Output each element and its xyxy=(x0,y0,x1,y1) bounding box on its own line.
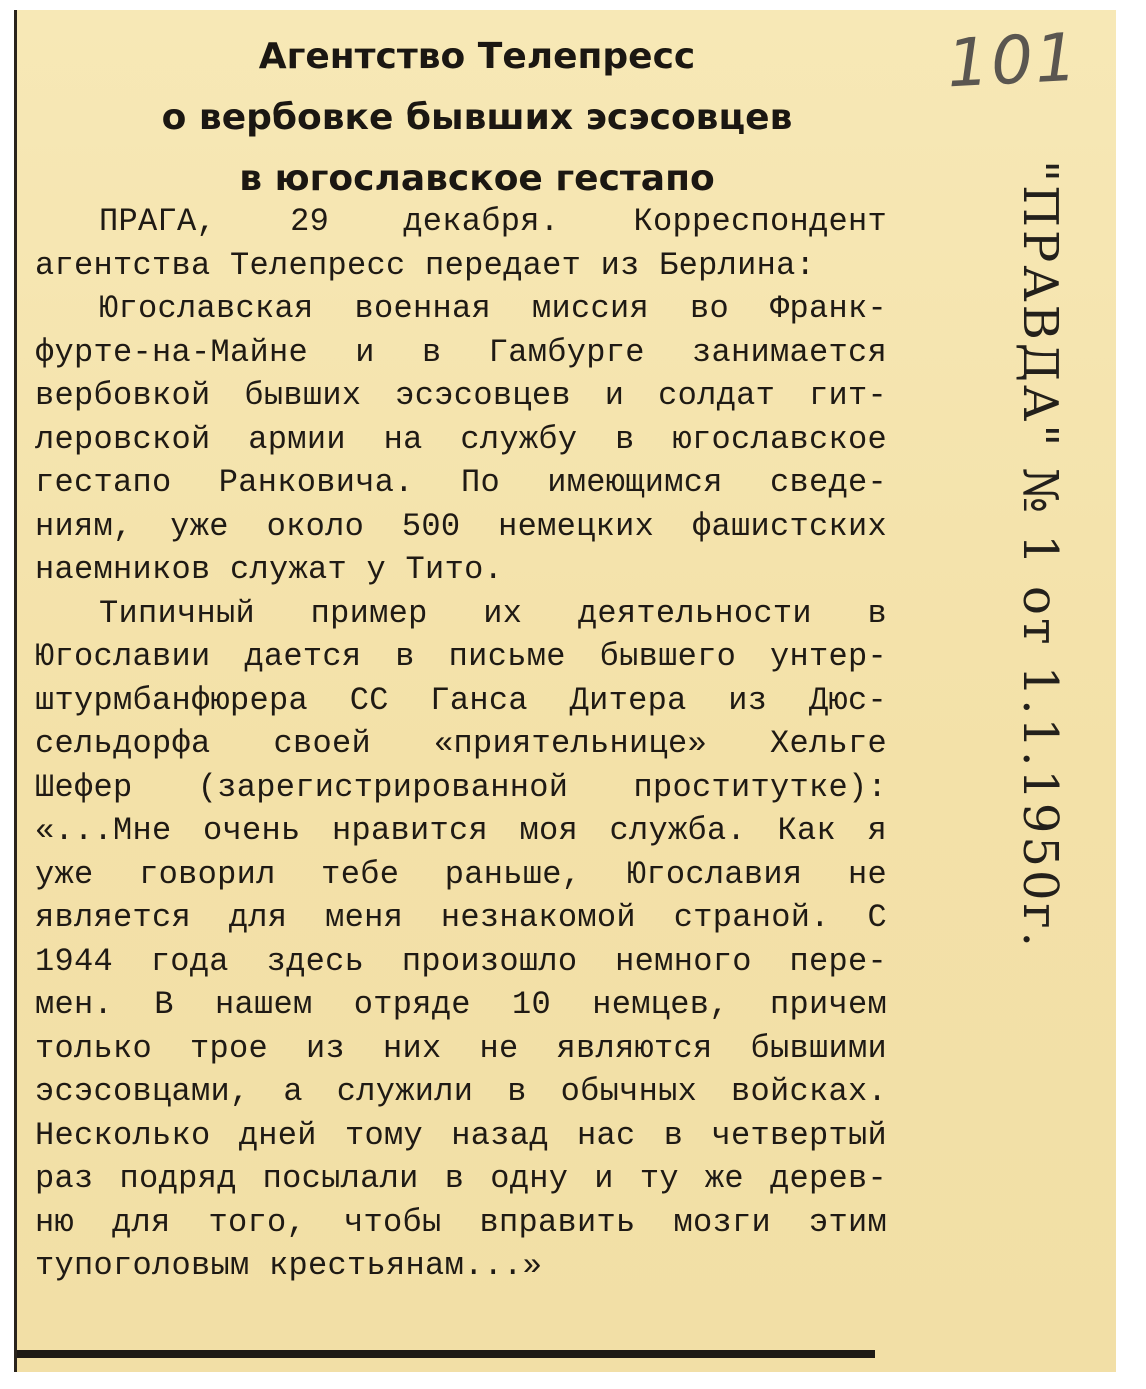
text-line: ниям, уже около 500 немецких фашистских xyxy=(35,507,887,545)
paragraph-letter xyxy=(35,592,887,1288)
text-line: сельдорфа своей «приятельнице» Хельге xyxy=(35,725,887,762)
article-body xyxy=(35,200,887,1288)
text-line: вербовкой бывших эсэсовцев и солдат гит- xyxy=(35,377,887,414)
text-line: Типичный пример их деятельности в xyxy=(99,594,887,632)
text-line: агентства Телепресс передает из Берлина: xyxy=(35,246,816,284)
text-line: фурте-на-Майне и в Гамбурге занимается xyxy=(35,333,887,371)
text-line: «...Мне очень нравится моя служба. Как я xyxy=(35,812,887,849)
text-line: ню для того, чтобы вправить мозги этим xyxy=(35,1203,887,1241)
text-line: леровской армии на службу в югославское xyxy=(35,420,887,458)
text-line: Югославская военная миссия во Франк- xyxy=(99,290,887,327)
text-line: Югославии дается в письме бывшего унтер- xyxy=(35,638,887,675)
text-line: ПРАГА, 29 декабря. Корреспондент xyxy=(99,203,887,240)
text-line: штурмбанфюрера СС Ганса Дитера из Дюс- xyxy=(35,681,887,719)
text-line: только трое из них не являются бывшими xyxy=(35,1029,887,1067)
text-line: является для меня незнакомой страной. С xyxy=(35,899,887,936)
source-stamp xyxy=(1012,160,1068,1210)
headline-line-3: в югославское гестапо xyxy=(239,158,715,199)
headline-line-1: Агентство Телепресс xyxy=(258,36,696,77)
text-line: тупоголовым крестьянам...» xyxy=(35,1247,543,1284)
text-line: Несколько дней тому назад нас в четвертый xyxy=(35,1116,887,1154)
text-line: наемников служат у Тито. xyxy=(35,551,504,588)
paragraph-mission xyxy=(35,287,887,592)
text-line: раз подряд посылали в одну и ту же дерев- xyxy=(35,1160,887,1197)
headline-line-2: о вербовке бывших эсэсовцев xyxy=(161,97,793,138)
bottom-rule xyxy=(17,1350,875,1358)
source-stamp-text: "ПРАВДА" № 1 от 1.1.1950г. xyxy=(1012,160,1068,950)
text-line: 1944 года здесь произошло немного пере- xyxy=(35,942,887,980)
newspaper-clipping xyxy=(14,10,1116,1372)
handwritten-page-number: 101 xyxy=(945,18,1081,103)
text-line: гестапо Ранковича. По имеющимся сведе- xyxy=(35,464,887,501)
text-line: Шефер (зарегистрированной проститутке): xyxy=(35,768,887,806)
paragraph-dateline xyxy=(35,200,887,287)
text-line: мен. В нашем отряде 10 немцев, причем xyxy=(35,986,887,1023)
text-line: эсэсовцами, а служили в обычных войсках. xyxy=(35,1073,887,1110)
text-line: уже говорил тебе раньше, Югославия не xyxy=(35,855,887,893)
headline xyxy=(77,26,877,209)
